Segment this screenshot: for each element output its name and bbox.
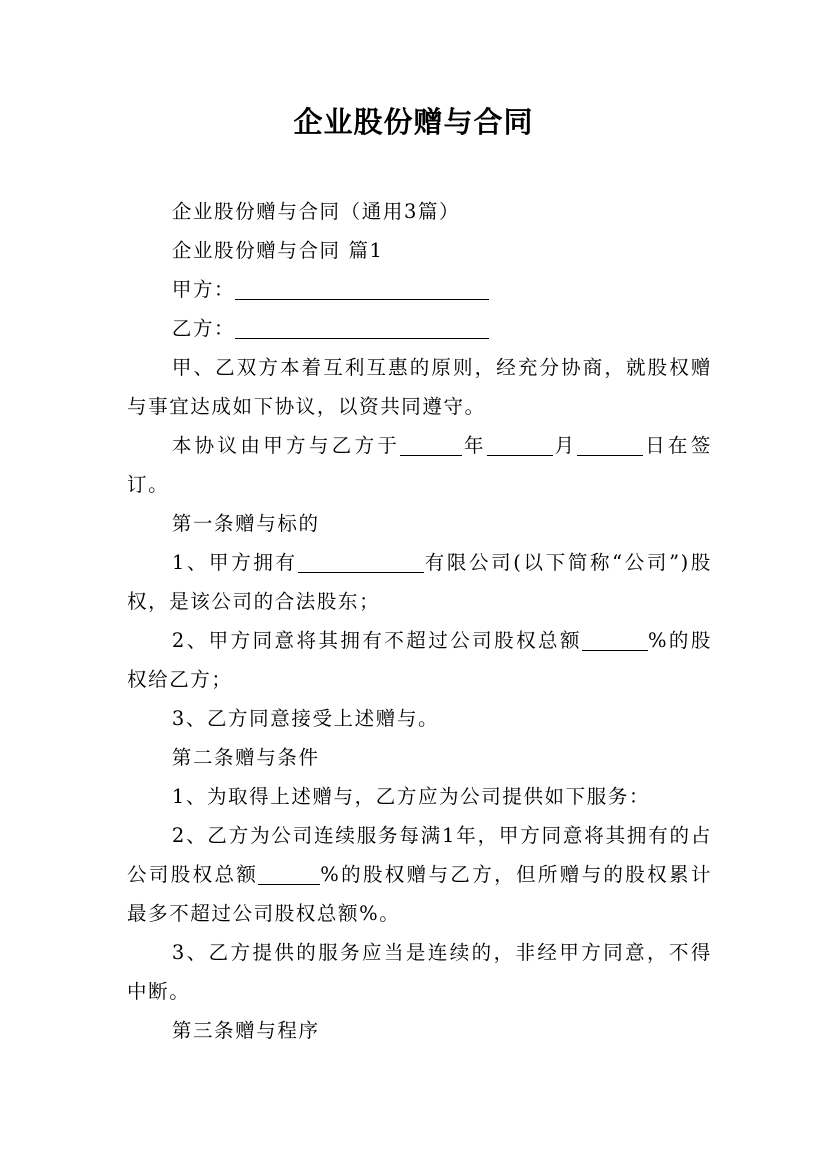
article2-item3: 3、乙方提供的服务应当是连续的，非经甲方同意，不得中断。 [127,941,712,1003]
section-heading: 企业股份赠与合同 篇1 [171,239,384,262]
company-name-blank [298,552,424,573]
party-b-line [127,309,712,348]
party-b-label: 乙方： [171,317,236,340]
article2-item2-suffix: %的股权赠与乙方，但所赠与的股权累计最多不超过公司股权总额%。 [127,863,712,925]
article1-heading: 第一条赠与标的 [171,512,320,535]
article1-item2-suffix: %的股权给乙方； [127,629,712,691]
year-blank [400,435,462,456]
day-blank [577,435,643,456]
document-subtitle: 企业股份赠与合同（通用3篇） [171,200,461,223]
signing-month: 月 [552,434,578,457]
signing-day-suffix: 日在签订。 [127,434,712,496]
article1-item2 [127,621,712,699]
month-blank [487,435,553,456]
article1-item1 [127,543,712,621]
article1-item1-suffix: 有限公司(以下简称“公司”)股权，是该公司的合法股东； [127,551,712,613]
document-title: 企业股份赠与合同 [293,105,534,139]
party-b-blank [235,318,489,339]
percent-blank-2 [258,864,320,885]
article1-item3: 3、乙方同意接受上述赠与。 [171,707,440,730]
article2-item1: 1、为取得上述赠与，乙方应为公司提供如下服务： [171,785,651,808]
signing-paragraph [127,426,712,504]
intro-paragraph: 甲、乙双方本着互利互惠的原则，经充分协商，就股权赠与事宜达成如下协议，以资共同遵守。 [127,356,712,418]
party-a-blank [235,279,489,300]
article2-item2 [127,816,712,933]
party-a-line [127,270,712,309]
article2-heading: 第二条赠与条件 [171,746,320,769]
article3-heading: 第三条赠与程序 [171,1019,320,1042]
party-a-label: 甲方： [171,278,236,301]
article2-item2-prefix: 2、乙方为公司连续服务每满1年，甲方同意将其拥有的占公司股权总额 [127,824,712,886]
article1-item2-prefix: 2、甲方同意将其拥有不超过公司股权总额 [171,629,582,652]
document-body [127,192,712,1050]
signing-year: 年 [462,434,487,457]
percent-blank-1 [582,630,648,651]
article1-item1-prefix: 1、甲方拥有 [171,551,298,574]
signing-prefix: 本协议由甲方与乙方于 [171,434,401,457]
